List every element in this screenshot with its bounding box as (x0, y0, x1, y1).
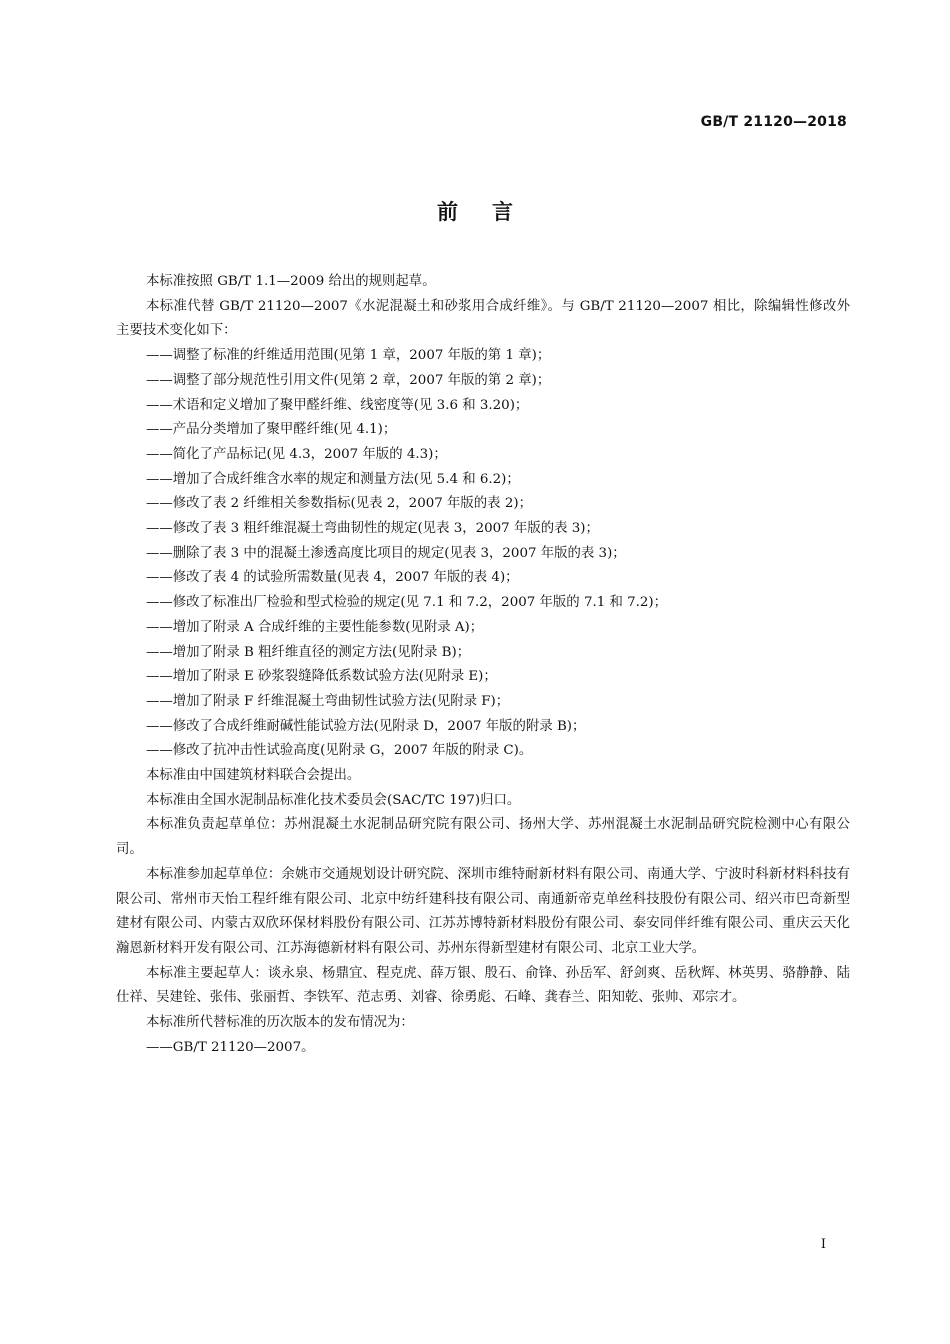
para-participating-drafters: 本标准参加起草单位：余姚市交通规划设计研究院、深圳市维特耐新材料有限公司、南通大学、宁波时科新材料科技有限公司、常州市天怡工程纤维有限公司、北京中纺纤建科技有限公司、南通新帝克单丝科技股份有限公司、绍兴市巴奇新型建材有限公司、内蒙古双欣环保材料股份有限公司、江苏苏博特新材料股份有限公司、泰安同伴纤维有限公司、重庆云天化瀚恩新材料开发有限公司、江苏海德新材料有限公司、苏州东得新型建材有限公司、北京工业大学。 (116, 866, 850, 956)
change-item: ——修改了抗冲击性试验高度(见附录 G，2007 年版的附录 C)。 (146, 743, 533, 759)
change-item: ——增加了附录 A 合成纤维的主要性能参数(见附录 A)； (146, 619, 484, 635)
change-item: ——增加了附录 F 纤维混凝土弯曲韧性试验方法(见附录 F)； (146, 693, 510, 709)
change-item: ——删除了表 3 中的混凝土渗透高度比项目的规定(见表 3，2007 年版的表 3)； (146, 545, 626, 561)
page-number: I (820, 1237, 826, 1252)
para-technical-committee: 本标准由全国水泥制品标准化技术委员会(SAC/TC 197)归口。 (146, 792, 521, 808)
change-item: ——修改了标准出厂检验和型式检验的规定(见 7.1 和 7.2，2007 年版的 7.1 和 7.2)； (146, 595, 668, 611)
standard-number: GB/T 21120—2018 (700, 114, 847, 130)
change-item: ——产品分类增加了聚甲醛纤维(见 4.1)； (146, 422, 397, 438)
foreword-body (116, 270, 850, 1061)
change-item: ——修改了表 2 纤维相关参数指标(见表 2，2007 年版的表 2)； (146, 496, 532, 512)
change-item: ——调整了标准的纤维适用范围(见第 1 章，2007 年版的第 1 章)； (146, 348, 551, 364)
change-item: ——增加了附录 E 砂浆裂缝降低系数试验方法(见附录 E)； (146, 669, 497, 685)
para-drafting-rules: 本标准按照 GB/T 1.1—2009 给出的规则起草。 (146, 274, 436, 289)
version-history-item: ——GB/T 21120—2007。 (146, 1039, 315, 1055)
change-item: ——增加了附录 B 粗纤维直径的测定方法(见附录 B)； (146, 644, 471, 660)
para-replacement: 本标准代替 GB/T 21120—2007《水泥混凝土和砂浆用合成纤维》。与 GB/T 21120—2007 相比，除编辑性修改外主要技术变化如下： (116, 298, 850, 339)
para-lead-drafters: 本标准负责起草单位：苏州混凝土水泥制品研究院有限公司、扬州大学、苏州混凝土水泥制品研究院检测中心有限公司。 (116, 817, 850, 858)
change-item: ——术语和定义增加了聚甲醛纤维、线密度等(见 3.6 和 3.20)； (146, 397, 529, 413)
para-version-history: 本标准所代替标准的历次版本的发布情况为： (146, 1015, 414, 1031)
change-item: ——调整了部分规范性引用文件(见第 2 章，2007 年版的第 2 章)； (146, 372, 551, 388)
change-item: ——修改了表 4 的试验所需数量(见表 4，2007 年版的表 4)； (146, 570, 519, 586)
change-item: ——增加了合成纤维含水率的规定和测量方法(见 5.4 和 6.2)； (146, 471, 520, 487)
change-item: ——简化了产品标记(见 4.3，2007 年版的 4.3)； (146, 446, 447, 462)
para-proposer: 本标准由中国建筑材料联合会提出。 (146, 768, 361, 784)
change-item: ——修改了合成纤维耐碱性能试验方法(见附录 D，2007 年版的附录 B)； (146, 718, 586, 734)
change-item: ——修改了表 3 粗纤维混凝土弯曲韧性的规定(见表 3，2007 年版的表 3)； (146, 521, 599, 537)
page-title: 前言 (437, 200, 547, 224)
para-main-drafters: 本标准主要起草人：谈永泉、杨鼎宜、程克虎、薛万银、殷石、俞锋、孙岳军、舒剑爽、岳秋辉、林英男、骆静静、陆仕祥、吴建铨、张伟、张丽哲、李铁军、范志勇、刘睿、徐勇彪、石峰、龚春兰、阳知乾、张帅、邓宗才。 (116, 965, 850, 1006)
